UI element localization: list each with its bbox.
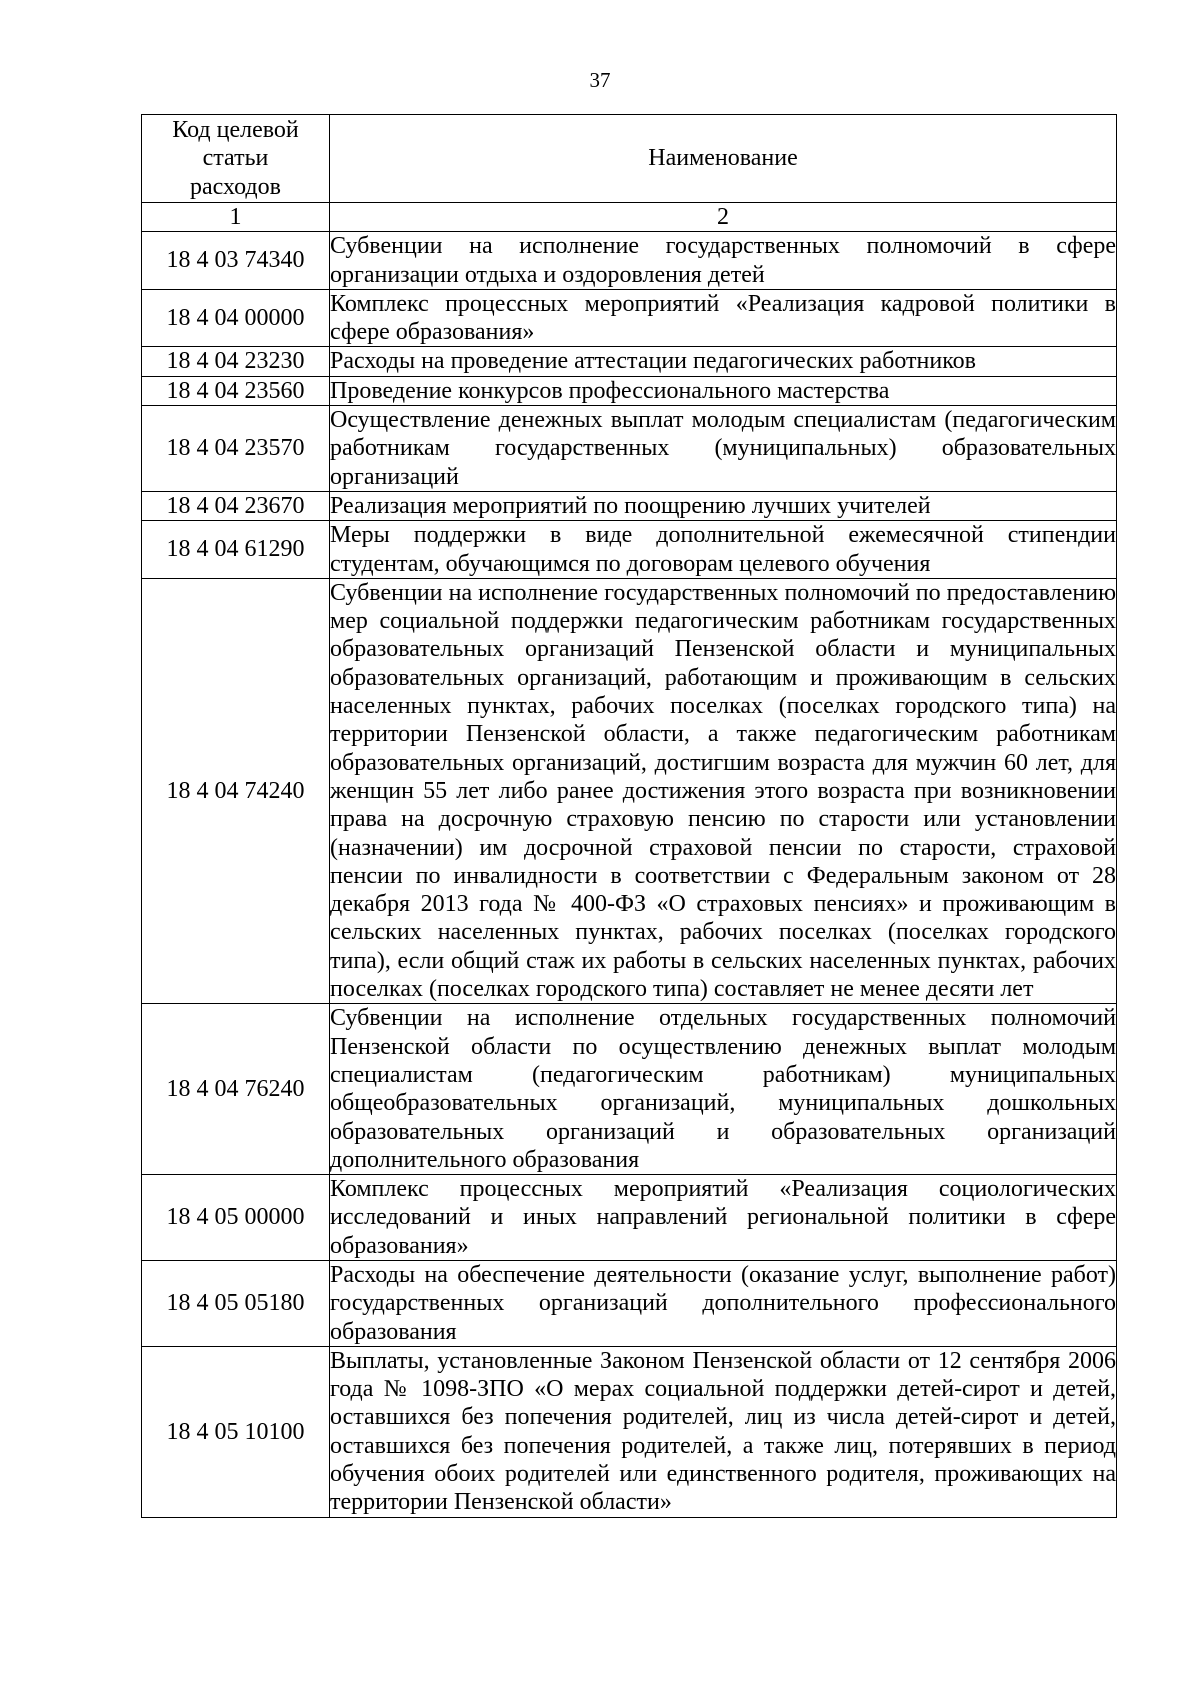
row-code: 18 4 05 10100 bbox=[142, 1346, 330, 1517]
row-code: 18 4 05 00000 bbox=[142, 1175, 330, 1261]
row-name: Субвенции на исполнение государственных полномочий по предоставлению мер социальной поддержки педагогическим работникам государственных образовательных организаций Пензенской области и муниципальных образовательных организаций, работающим и проживающим в сельских населенных пунктах, рабочих поселках (поселках городского типа) на территории Пензенской области, а также педагогическим работникам образовательных организаций, достигшим возраста для мужчин 60 лет, для женщин 55 лет либо ранее достижения этого возраста при возникновении права на досрочную страховую пенсию по старости или установлении (назначении) им досрочной страховой пенсии по старости, страховой пенсии по инвалидности в соответствии с Федеральным законом от 28 декабря 2013 года № 400-ФЗ «О страховых пенсиях» и проживающим в сельских населенных пунктах, рабочих поселках (поселках городского типа), если общий стаж их работы в сельских населенных пунктах, рабочих поселках (поселках городского типа) составляет не менее десяти лет bbox=[330, 579, 1116, 1003]
row-name: Расходы на обеспечение деятельности (оказание услуг, выполнение работ) государственных организаций дополнительного профессионального образования bbox=[330, 1261, 1116, 1345]
table-header-row bbox=[142, 115, 1117, 203]
row-code: 18 4 03 74340 bbox=[142, 232, 330, 290]
row-code: 18 4 04 00000 bbox=[142, 289, 330, 347]
table-row bbox=[142, 1004, 1117, 1175]
row-code: 18 4 04 23670 bbox=[142, 491, 330, 520]
table-row bbox=[142, 347, 1117, 376]
table-row bbox=[142, 1175, 1117, 1261]
row-name: Субвенции на исполнение государственных полномочий в сфере организации отдыха и оздоровления детей bbox=[330, 233, 1116, 288]
row-name: Субвенции на исполнение отдельных государственных полномочий Пензенской области по осуществлению денежных выплат молодым специалистам (педагогическим работникам) муниципальных общеобразовательных организаций, муниципальных дошкольных образовательных организаций и образовательных организаций дополнительного образования bbox=[330, 1005, 1116, 1173]
column-number-row bbox=[142, 203, 1117, 232]
table-row bbox=[142, 1346, 1117, 1517]
row-code: 18 4 04 23570 bbox=[142, 406, 330, 492]
row-code: 18 4 04 23230 bbox=[142, 347, 330, 376]
header-code-line: расходов bbox=[190, 173, 281, 200]
row-name: Проведение конкурсов профессионального мастерства bbox=[330, 376, 1117, 405]
table-row bbox=[142, 491, 1117, 520]
header-code-line: статьи bbox=[202, 145, 269, 172]
row-name: Комплекс процессных мероприятий «Реализация кадровой политики в сфере образования» bbox=[330, 290, 1116, 346]
row-name: Реализация мероприятий по поощрению лучших учителей bbox=[330, 491, 1117, 520]
row-code: 18 4 05 05180 bbox=[142, 1260, 330, 1346]
row-code: 18 4 04 74240 bbox=[142, 578, 330, 1003]
row-code: 18 4 04 76240 bbox=[142, 1004, 330, 1175]
row-code: 18 4 04 61290 bbox=[142, 521, 330, 579]
row-name: Выплаты, установленные Законом Пензенской области от 12 сентября 2006 года № 1098-ЗПО «О мерах социальной поддержки детей-сирот и детей, оставшихся без попечения родителей, лиц из числа детей-сирот и детей, оставшихся без попечения родителей, а также лиц, потерявших в период обучения обоих родителей или единственного родителя, проживающих на территории Пензенской области» bbox=[330, 1347, 1116, 1516]
page-number: 37 bbox=[589, 68, 611, 92]
header-code-line: Код целевой bbox=[172, 117, 299, 144]
header-name: Наименование bbox=[330, 115, 1117, 203]
table-row bbox=[142, 578, 1117, 1003]
row-name: Расходы на проведение аттестации педагогических работников bbox=[330, 347, 1117, 376]
header-code bbox=[142, 115, 330, 203]
table-row bbox=[142, 232, 1117, 290]
budget-classification-table bbox=[141, 114, 1117, 1518]
row-name: Меры поддержки в виде дополнительной ежемесячной стипендии студентам, обучающимся по договорам целевого обучения bbox=[330, 522, 1116, 577]
table-row bbox=[142, 521, 1117, 579]
column-number: 2 bbox=[330, 203, 1117, 232]
table-row bbox=[142, 1260, 1117, 1346]
table-row bbox=[142, 376, 1117, 405]
table-row bbox=[142, 406, 1117, 492]
row-name: Осуществление денежных выплат молодым специалистам (педагогическим работникам государственных (муниципальных) образовательных организаций bbox=[330, 407, 1116, 490]
column-number: 1 bbox=[142, 203, 330, 232]
row-name: Комплекс процессных мероприятий «Реализация социологических исследований и иных направлений региональной политики в сфере образования» bbox=[330, 1176, 1116, 1259]
table-row bbox=[142, 289, 1117, 347]
row-code: 18 4 04 23560 bbox=[142, 376, 330, 405]
